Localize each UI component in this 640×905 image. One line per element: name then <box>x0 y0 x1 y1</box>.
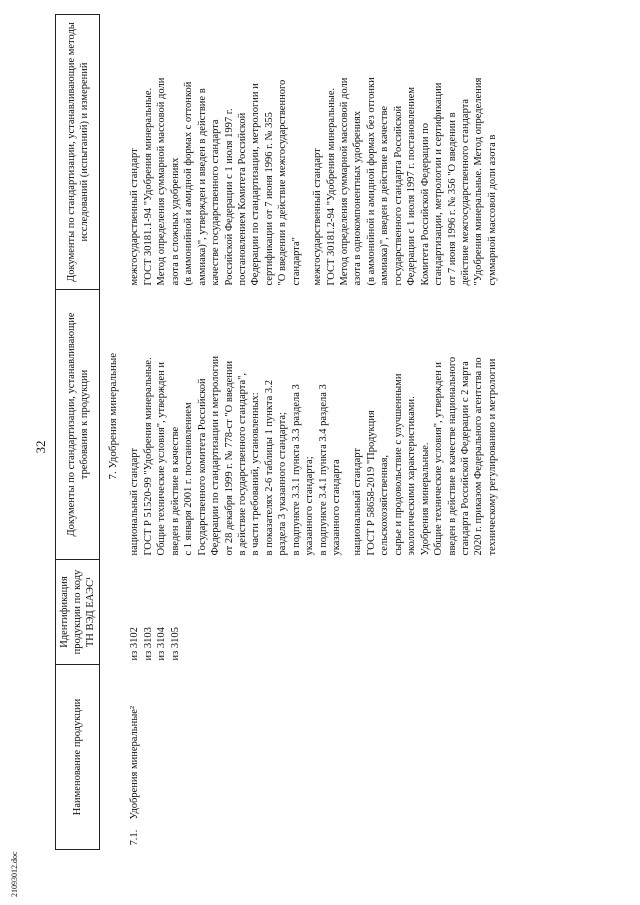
methods-block <box>311 19 499 286</box>
doc-line: с 1 января 2001 г. постановлением <box>183 402 195 556</box>
doc-line: ГОСТ Р 58658-2019 "Продукция <box>365 410 377 556</box>
doc-line: Федерации по стандартизации, метрологии и <box>250 83 262 286</box>
table-row <box>126 15 509 850</box>
doc-line: государственного стандарта Российской <box>392 105 404 286</box>
doc-line: в действие государственного стандарта", <box>236 372 248 556</box>
doc-line: постановлением Комитета Российской <box>236 112 248 286</box>
doc-line: сертификации от 7 июня 1996 г. № 355 <box>263 112 275 286</box>
doc-line: Федерации с 1 июля 1997 г. постановлением <box>406 86 418 286</box>
doc-line: от 7 июня 1996 г. № 356 "О введении в <box>446 112 458 286</box>
doc-line: в показателях 2-6 таблицы 1 пункта 3.2 <box>263 380 275 556</box>
header-requirements: Документы по стандартизации, устанавливающие требования к продукции <box>56 290 100 560</box>
doc-line: указанного стандарта <box>331 459 343 556</box>
methods-cell <box>126 15 509 290</box>
doc-line: "Удобрения минеральные. Метод определения <box>473 77 485 286</box>
doc-line: ГОСТ 30181.2-94 "Удобрения минеральные. <box>325 87 337 286</box>
doc-line: 2020 г. приказом Федерального агентства по <box>473 357 485 556</box>
requirements-cell <box>126 290 509 560</box>
requirements-block <box>351 294 499 556</box>
doc-line: стандарта Российской Федерации с 2 марта <box>459 361 471 556</box>
doc-line: техническому регулированию и метрологии <box>486 358 498 556</box>
doc-line: от 28 декабря 1999 г. № 778-ст "О введении <box>223 360 235 556</box>
product-name-cell <box>126 665 509 850</box>
doc-line: Удобрения минеральные. <box>419 442 431 556</box>
product-name: Удобрения минеральные² <box>129 705 141 820</box>
footer-filename: 21093012.doc <box>10 851 19 897</box>
doc-line: национальный стандарт <box>352 448 364 556</box>
doc-line: раздела 3 указанного стандарта; <box>277 412 289 556</box>
doc-line: (в аммонийной и амидной формах без отгонки <box>365 77 377 286</box>
requirements-block <box>128 294 343 556</box>
methods-block <box>128 19 303 286</box>
doc-line: межгосударственный стандарт <box>312 148 324 286</box>
header-methods: Документы по стандартизации, устанавливающие методы исследований (испытаний) и измерений <box>56 15 100 290</box>
doc-line: экологическими характеристиками. <box>406 396 418 556</box>
doc-line: Метод определения суммарной массовой доли <box>339 77 351 286</box>
doc-line: азота в сложных удобрениях <box>169 157 181 286</box>
doc-line: стандарта" <box>290 237 302 286</box>
page-number: 32 <box>33 440 48 454</box>
doc-line: Российской Федерации с 1 июля 1997 г. <box>223 108 235 286</box>
doc-line: стандартизации, метрологии и сертификации <box>433 82 445 286</box>
doc-line: аммиака)", утвержден и введен в действие в <box>196 88 208 286</box>
doc-line: Метод определения суммарной массовой доли <box>156 77 168 286</box>
doc-line: ГОСТ Р 51520-99 "Удобрения минеральные. <box>142 357 154 556</box>
doc-line: введен в действие в качестве <box>169 426 181 556</box>
code-item: из 3103 <box>142 627 154 661</box>
doc-line: Комитета Российской Федерации по <box>419 123 431 286</box>
doc-line: Федерации по стандартизации и метрологии <box>210 355 222 556</box>
doc-line: ГОСТ 30181.1-94 "Удобрения минеральные. <box>142 87 154 286</box>
doc-line: Общие технические условия", утвержден и <box>156 362 168 556</box>
standards-table <box>55 14 509 850</box>
doc-line: в подпункте 3.3.1 пункта 3.3 раздела 3 <box>290 384 302 556</box>
section-row <box>100 15 127 850</box>
code-cell <box>126 560 509 665</box>
doc-line: указанного стандарта; <box>304 456 316 556</box>
code-item: из 3104 <box>156 627 168 661</box>
doc-line: качестве государственного стандарта <box>210 119 222 286</box>
section-title: 7. Удобрения минеральные <box>107 352 120 480</box>
doc-line: национальный стандарт <box>129 448 141 556</box>
doc-line: действие межгосударственного стандарта <box>459 98 471 286</box>
header-product-name: Наименование продукции <box>56 665 100 850</box>
code-item: из 3105 <box>169 627 181 661</box>
doc-line: "О введении в действие межгосударственного <box>277 79 289 286</box>
doc-line: (в аммонийной и амидной формах с оттонкой <box>183 81 195 286</box>
doc-line: Государственного комитета Российской <box>196 378 208 556</box>
doc-line: сырье и продовольствие с улучшенными <box>392 373 404 556</box>
doc-line: межгосударственный стандарт <box>129 148 141 286</box>
doc-line: азота в однокомпонентных удобрениях <box>352 110 364 286</box>
doc-line: суммарной массовой доли азота в <box>486 134 498 286</box>
header-code: Идентификация продукции по коду ТН ВЭД ЕАЭС¹ <box>56 560 100 665</box>
doc-line: Общие технические условия", утвержден и <box>433 362 445 556</box>
doc-line: в части требований, установленных: <box>250 392 262 556</box>
doc-line: сельскохозяйственная, <box>379 454 391 556</box>
doc-line: аммиака)", введен в действие в качестве <box>379 105 391 286</box>
doc-line: введен в действие в качестве национального <box>446 356 458 556</box>
row-number: 7.1. <box>129 829 141 846</box>
doc-line: в подпункте 3.4.1 пункта 3.4 раздела 3 <box>317 384 329 556</box>
table-header-row <box>56 15 100 850</box>
code-item: из 3102 <box>129 627 141 661</box>
